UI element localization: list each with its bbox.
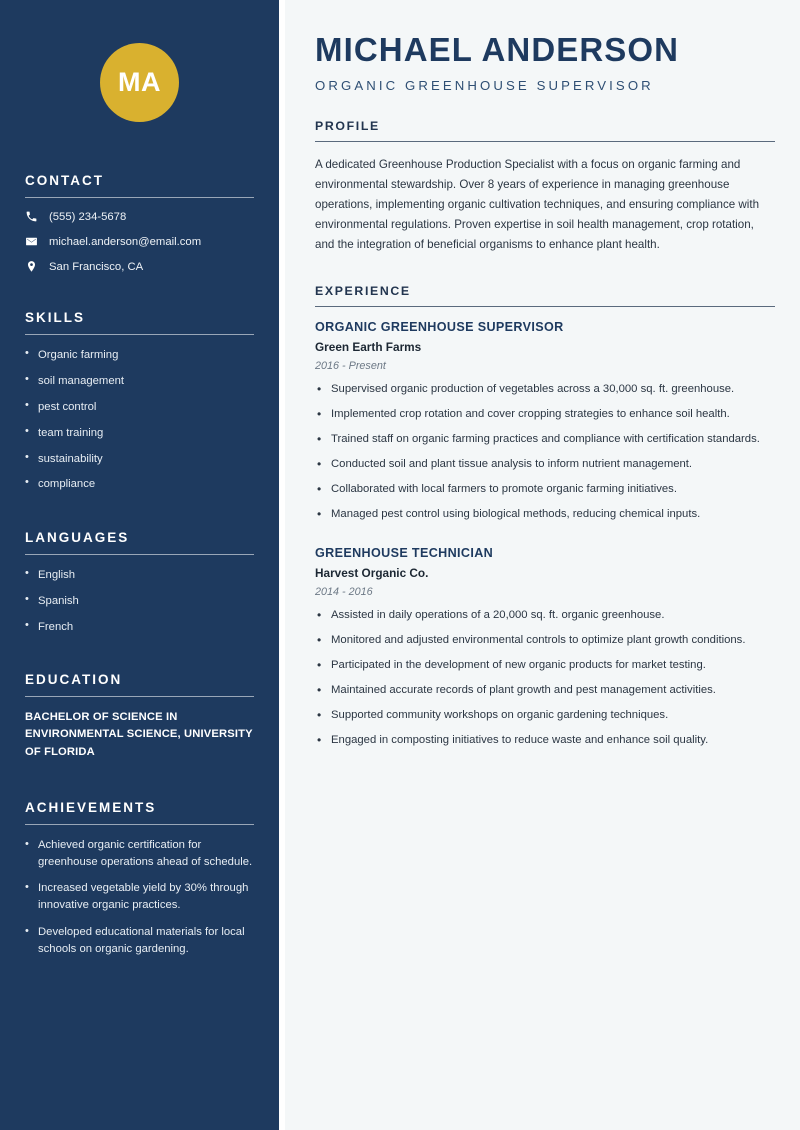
list-item: • Increased vegetable yield by 30% through innovative organic practices. [25, 880, 254, 913]
skills-section [25, 310, 254, 493]
experience-divider [315, 306, 775, 307]
list-item: • English [25, 567, 254, 583]
list-item: • Assisted in daily operations of a 20,000 sq. ft. organic greenhouse. [315, 607, 775, 625]
list-item: • Managed pest control using biological methods, reducing chemical inputs. [315, 506, 775, 524]
contact-section [25, 173, 254, 273]
list-item: • Engaged in composting initiatives to reduce waste and enhance soil quality. [315, 732, 775, 750]
languages-section [25, 530, 254, 635]
list-item: • Organic farming [25, 347, 254, 363]
list-item: • sustainability [25, 451, 254, 467]
list-item: • Developed educational materials for local schools on organic gardening. [25, 924, 254, 957]
contact-heading: CONTACT [25, 173, 104, 188]
skills-heading: SKILLS [25, 310, 86, 325]
list-item: • team training [25, 425, 254, 441]
job-bullets [315, 607, 775, 750]
sidebar [0, 0, 279, 1130]
job-company: Green Earth Farms [315, 339, 422, 354]
list-item: • Monitored and adjusted environmental controls to optimize plant growth conditions. [315, 632, 775, 650]
experience-section [315, 284, 775, 750]
contact-location[interactable] [25, 260, 254, 273]
skills-list [25, 347, 254, 493]
languages-list [25, 567, 254, 635]
location-pin-icon [25, 260, 38, 273]
languages-heading: LANGUAGES [25, 529, 130, 545]
achievements-list [25, 837, 254, 957]
job-title: ORGANIC GREENHOUSE SUPERVISOR [315, 319, 564, 334]
list-item: • soil management [25, 373, 254, 389]
job-subtitle: ORGANIC GREENHOUSE SUPERVISOR [315, 77, 654, 93]
envelope-icon [25, 235, 38, 248]
contact-location-value: San Francisco, CA [49, 260, 144, 273]
phone-icon [25, 210, 38, 223]
profile-heading: PROFILE [315, 118, 380, 133]
job-bullets [315, 381, 775, 524]
list-item: • Supported community workshops on organic gardening techniques. [315, 707, 775, 725]
contact-email[interactable] [25, 235, 254, 248]
list-item: • Trained staff on organic farming practices and compliance with certification standards. [315, 431, 775, 449]
achievements-heading: ACHIEVEMENTS [25, 799, 157, 815]
job-title: GREENHOUSE TECHNICIAN [315, 545, 494, 560]
profile-section [315, 119, 775, 255]
job-company: Harvest Organic Co. [315, 565, 429, 580]
list-item: • Maintained accurate records of plant growth and pest management activities. [315, 682, 775, 700]
list-item: • Implemented crop rotation and cover cropping strategies to enhance soil health. [315, 406, 775, 424]
profile-text: A dedicated Greenhouse Production Specialist with a focus on organic farming and environmental stewardship. Over 8 years of experience in managing greenhouse operations, implementing organic cultivation techniques, and ensuring compliance with environmental regulations. Proven expertise in soil health management, crop rotation, and the integration of beneficial organisms to enhance plant health. [315, 157, 760, 251]
education-heading: EDUCATION [25, 671, 123, 687]
avatar-initials: MA [118, 67, 161, 97]
profile-divider [315, 141, 775, 142]
education-divider [25, 696, 254, 697]
experience-entry [315, 546, 775, 750]
contact-divider [25, 197, 254, 198]
list-item: • Supervised organic production of vegetables across a 30,000 sq. ft. greenhouse. [315, 381, 775, 399]
skills-divider [25, 334, 254, 335]
list-item: • Spanish [25, 593, 254, 609]
experience-entry [315, 320, 775, 524]
list-item: • Collaborated with local farmers to promote organic farming initiatives. [315, 481, 775, 499]
achievements-divider [25, 824, 254, 825]
contact-phone-value: (555) 234-5678 [49, 210, 127, 223]
list-item: • pest control [25, 399, 254, 415]
page-title: MICHAEL ANDERSON [315, 31, 680, 68]
list-item: • French [25, 619, 254, 635]
list-item: • Achieved organic certification for greenhouse operations ahead of schedule. [25, 837, 254, 870]
job-dates: 2016 - Present [315, 359, 386, 372]
main-column [285, 0, 800, 1130]
education-entry: BACHELOR OF SCIENCE IN ENVIRONMENTAL SCIENCE, UNIVERSITY OF FLORIDA [25, 710, 253, 758]
experience-heading: EXPERIENCE [315, 283, 411, 298]
contact-phone[interactable] [25, 210, 254, 223]
avatar-container [25, 0, 254, 122]
job-dates: 2014 - 2016 [315, 585, 373, 598]
contact-email-value: michael.anderson@email.com [49, 235, 202, 248]
list-item: • Conducted soil and plant tissue analysis to inform nutrient management. [315, 456, 775, 474]
list-item: • Participated in the development of new organic products for market testing. [315, 657, 775, 675]
languages-divider [25, 554, 254, 555]
education-section [25, 672, 254, 761]
list-item: • compliance [25, 476, 254, 492]
avatar [100, 43, 179, 122]
achievements-section [25, 800, 254, 957]
